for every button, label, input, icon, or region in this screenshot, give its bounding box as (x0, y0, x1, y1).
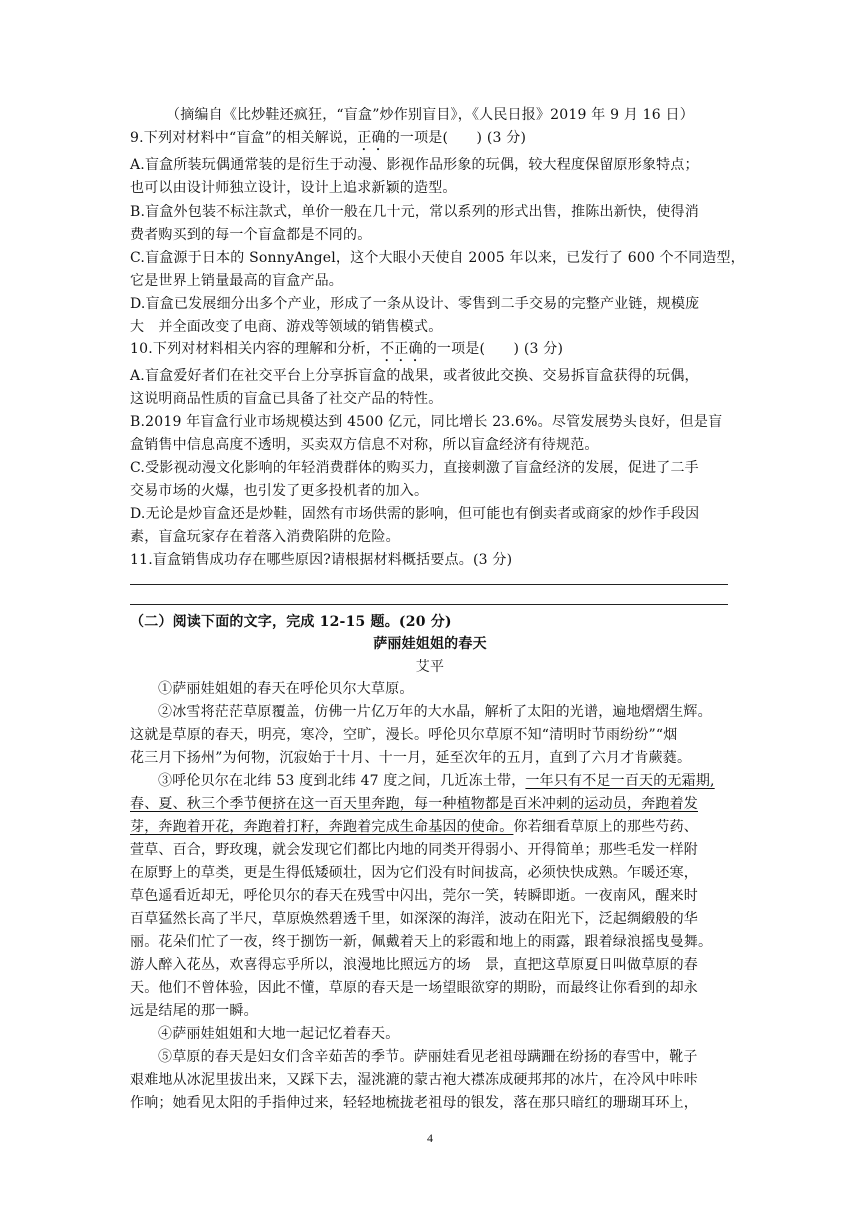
p3-line3-text: 你若细看草原上的那些芍药、 (513, 819, 699, 835)
paragraph-3-line9: 游人醉入花丛，欢喜得忘乎所以，浪漫地比照远方的场 景，直把这草原夏日叫做草原的春 (130, 957, 698, 973)
q10-option-b-line2: 盒销售中信息高度不透明，买卖双方信息不对称，所以盲盒经济有待规范。 (130, 437, 599, 453)
q9-option-c-line2: 它是世界上销量最高的盲盒产品。 (130, 273, 343, 289)
paragraph-3-line2-underlined: 春、夏、秋三个季节便挤在这一百天里奔跑，每一种植物都是百米冲刺的运动员，奔跑着发 (130, 796, 698, 812)
q10-option-a-line1: A.盲盒爱好者们在社交平台上分享拆盲盒的战果，或者彼此交换、交易拆盲盒获得的玩偶， (130, 368, 699, 384)
paragraph-4: ④萨丽娃姐姐和大地一起记忆着春天。 (158, 1026, 400, 1042)
paragraph-3-line1 (130, 772, 730, 791)
paragraph-3-line6: 草色遥看近却无，呼伦贝尔的春天在残雪中闪出，莞尔一笑，转瞬即逝。一夜南风，醒来时 (130, 888, 698, 904)
paragraph-5-line2: 艰难地从冰泥里拔出来，又踩下去，湿洮漉的蒙古袍大襟冻成硬邦邦的冰片，在冷风中咔咔 (130, 1072, 698, 1088)
paragraph-2-line3: 花三月下扬州”为何物，沉寂始于十月、十一月，延至次年的五月，直到了六月才肯蕨蕤。 (130, 750, 692, 766)
q9-option-d-line2: 大 并全面改变了电商、游戏等领域的销售模式。 (130, 319, 443, 335)
q9-option-b-line1: B.盲盒外包装不标注款式，单价一般在几十元，常以系列的形式出售，推陈出新快，使得消 (130, 204, 699, 220)
q9-option-b-line2: 费者购买到的每一个盲盒都是不同的。 (130, 227, 372, 243)
paragraph-3-line3 (130, 818, 730, 837)
q10-emphasis: 不正确 (380, 341, 423, 357)
q9-option-d-line1: D.盲盒已发展细分出多个产业，形成了一条从设计、零售到二手交易的完整产业链，规模庞 (130, 296, 700, 312)
section-heading: （二）阅读下面的文字，完成 12-15 题。(20 分) (130, 614, 452, 630)
q10-option-b-line1: B.2019 年盲盒行业市场规模达到 4500 亿元，同比增长 23.6%。尽管发展势头良好，但是盲 (130, 414, 723, 430)
q9-option-a-line1: A.盲盒所装玩偶通常装的是衍生于动漫、影视作品形象的玩偶，较大程度保留原形象特点； (130, 157, 699, 173)
q10-option-d-line2: 素，盲盒玩家存在着落入消费陷阱的危险。 (130, 529, 400, 545)
p3-underlined-1: 一年只有不足一百天的无霜期, (525, 773, 715, 789)
p3-line1-text: ③呼伦贝尔在北纬 53 度到北纬 47 度之间，几近冻土带， (158, 773, 526, 789)
question-11-stem: 11.盲盒销售成功存在哪些原因?请根据材料概括要点。(3 分) (130, 552, 513, 568)
paragraph-1: ①萨丽娃姐姐的春天在呼伦贝尔大草原。 (158, 681, 414, 697)
paragraph-3-line8: 丽。花朵们忙了一夜，终于捌饬一新，佩戴着天上的彩霞和地上的雨露，跟着绿浪摇曳曼舞。 (130, 934, 713, 950)
paragraph-3-line11: 远是结尾的那一瞬。 (130, 1003, 258, 1019)
answer-line-1[interactable] (130, 584, 728, 585)
p3-underlined-3: 芽，奔跑着开花，奔跑着打籽，奔跑着完成生命基因的使命。 (130, 819, 514, 835)
paragraph-3-line4: 萱草、百合，野玫瑰，就会发现它们都比内地的同类开得弱小、开得简单；那些毛发一样附 (130, 842, 698, 858)
paragraph-2-line2: 这就是草原的春天，明亮，寒冷，空旷，漫长。呼伦贝尔草原不知“清明时节雨纷纷”“烟 (130, 727, 678, 743)
question-10-stem (130, 340, 730, 365)
question-9-stem (130, 129, 730, 154)
paragraph-3-line7: 百草猛然长高了半尺，草原焕然碧透千里，如深深的海洋，波动在阳光下，泛起绸緞般的华 (130, 911, 698, 927)
paragraph-3-line5: 在原野上的草类，更是生得低矮硕壮，因为它们没有时间拔高，必须快快成熟。乍暖还寒， (130, 865, 698, 881)
q10-option-a-line2: 这说明商品性质的盲盒已具备了社交产品的特性。 (130, 391, 443, 407)
source-note: （摘编自《比炒鞋还疯狂，“盲盒”炒作别盲目》，《人民日报》2019 年 9 月 16 日） (166, 107, 694, 123)
q9-stem-part1: 9.下列对材料中“盲盒”的相关解说， (130, 130, 358, 146)
paragraph-2-line1: ②冰雪将茫茫草原覆盖，仿佛一片亿万年的大水晶，解析了太阳的光谱，遍地熠熠生辉。 (158, 704, 712, 720)
q9-emphasis: 正确 (357, 130, 386, 146)
page-number: 4 (427, 1131, 433, 1145)
q10-option-d-line1: D.无论是炒盲盒还是炒鞋，固然有市场供需的影响，但可能也有倒卖者或商家的炒作手段因 (130, 506, 700, 522)
q10-option-c-line2: 交易市场的火爆，也引发了更多投机者的加入。 (130, 483, 429, 499)
q9-option-c-line1: C.盲盒源于日本的 SonnyAngel，这个大眼小天使自 2005 年以来，已发行了 600 个不同造型， (130, 250, 745, 266)
q10-stem-part1: 10.下列对材料相关内容的理解和分析， (130, 341, 381, 357)
paragraph-5-line3: 作响；她看见太阳的手指伸过来，轻轻地梳拢老祖母的银发，落在那只暗红的珊瑚耳环上， (130, 1095, 698, 1111)
article-title: 萨丽娃姐姐的春天 (373, 636, 487, 652)
q9-option-a-line2: 也可以由设计师独立设计，设计上追求新颖的造型。 (130, 180, 457, 196)
q10-option-c-line1: C.受影视动漫文化影响的年轻消费群体的购买力，直接刺激了盲盒经济的发展，促进了二手 (130, 460, 699, 476)
q9-stem-part2: 的一项是( ) (3 分) (385, 130, 527, 146)
paragraph-3-line10: 天。他们不曾体验，因此不懂，草原的春天是一场望眼欲穿的期盼，而最终让你看到的却永 (130, 980, 698, 996)
paragraph-5-line1: ⑤草原的春天是妇女们含辛茹苦的季节。萨丽娃看见老祖母蹒跚在纷扬的春雪中，靴子 (158, 1049, 698, 1065)
q10-stem-part2: 的一项是( ) (3 分) (422, 341, 564, 357)
article-author: 艾平 (415, 659, 445, 675)
answer-line-2[interactable] (130, 604, 728, 605)
